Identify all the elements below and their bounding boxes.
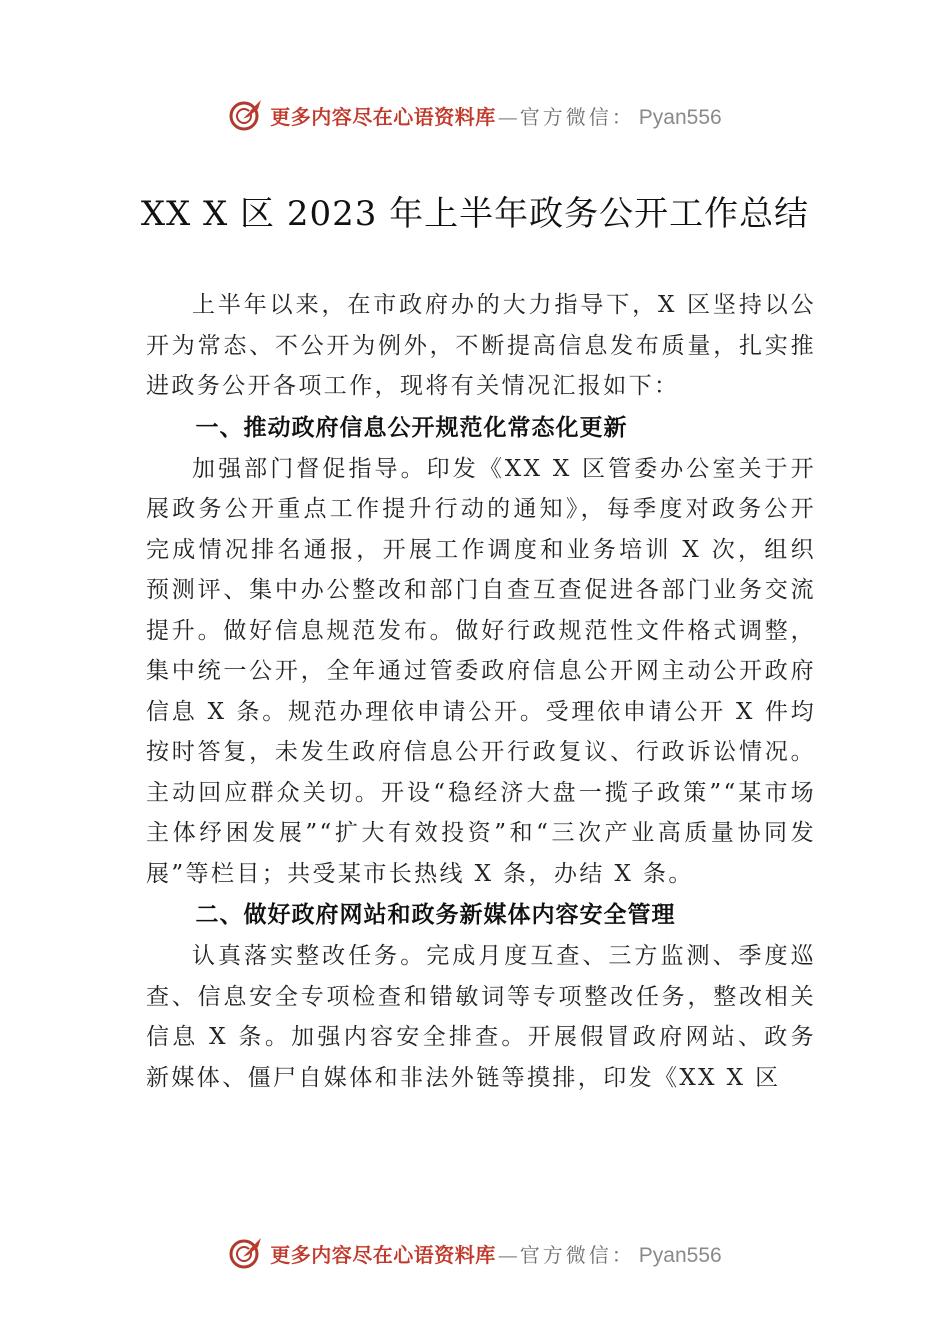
- section-1-heading: 一、推动政府信息公开规范化常态化更新: [195, 414, 628, 441]
- watermark-library-name: 更多内容尽在心语资料库: [270, 104, 496, 129]
- section-1-paragraph: 加强部门督促指导。印发《XX X 区管委办公室关于开展政务公开重点工作提升行动的通知》，每季度对政务公开完成情况排名通报，开展工作调度和业务培训 X 次，组织预测评、集中办公整改和部门自查互查促进各部门业务交流提升。做好信息规范发布。做好行政规范性文件格式调整， 集中统一公开，全年通过管委政府信息公开网主动公开政府信息 X 条。规范办理依申请公开。受理依申请公开 X 件均按时答复，未发生政府信息公开行政复议、行政诉讼情况。主动回应群众关切。开设“稳经济大盘一揽子政策”“某市场主体纾困发展”“扩大有效投资”和“三次产业高质量协同发展”等栏目；共受某市长热线 X 条，办结 X 条。: [146, 455, 816, 887]
- watermark-library-name: 更多内容尽在心语资料库: [270, 1242, 496, 1267]
- quill-pen-logo-icon: [228, 1235, 264, 1271]
- watermark-wechat-label: 官方微信：: [519, 104, 635, 129]
- watermark-text: [270, 101, 721, 130]
- watermark-wechat-id: Pyan556: [638, 105, 722, 129]
- watermark-wechat-label: 官方微信：: [519, 1242, 635, 1267]
- watermark-banner-bottom: [0, 1233, 950, 1273]
- watermark-wechat-id: Pyan556: [638, 1243, 722, 1267]
- document-body: [146, 285, 816, 1098]
- watermark-text: [270, 1239, 721, 1268]
- section-2-heading: 二、做好政府网站和政务新媒体内容安全管理: [195, 902, 676, 928]
- watermark-dash: —: [497, 104, 518, 129]
- watermark-banner-top: [0, 95, 950, 135]
- document-title: XX X 区 2023 年上半年政务公开工作总结: [140, 194, 810, 234]
- section-2-paragraph: 认真落实整改任务。完成月度互查、三方监测、季度巡查、信息安全专项检查和错敏词等专项整改任务，整改相关信息 X 条。加强内容安全排查。开展假冒政府网站、政务新媒体、僵尸自媒体和非法外链等摸排，印发《XX X 区: [146, 943, 816, 1091]
- intro-paragraph: 上半年以来，在市政府办的大力指导下，X 区坚持以公开为常态、不公开为例外，不断提高信息发布质量，扎实推进政务公开各项工作，现将有关情况汇报如下：: [146, 292, 816, 399]
- watermark-dash: —: [497, 1242, 518, 1267]
- quill-pen-logo-icon: [228, 97, 264, 133]
